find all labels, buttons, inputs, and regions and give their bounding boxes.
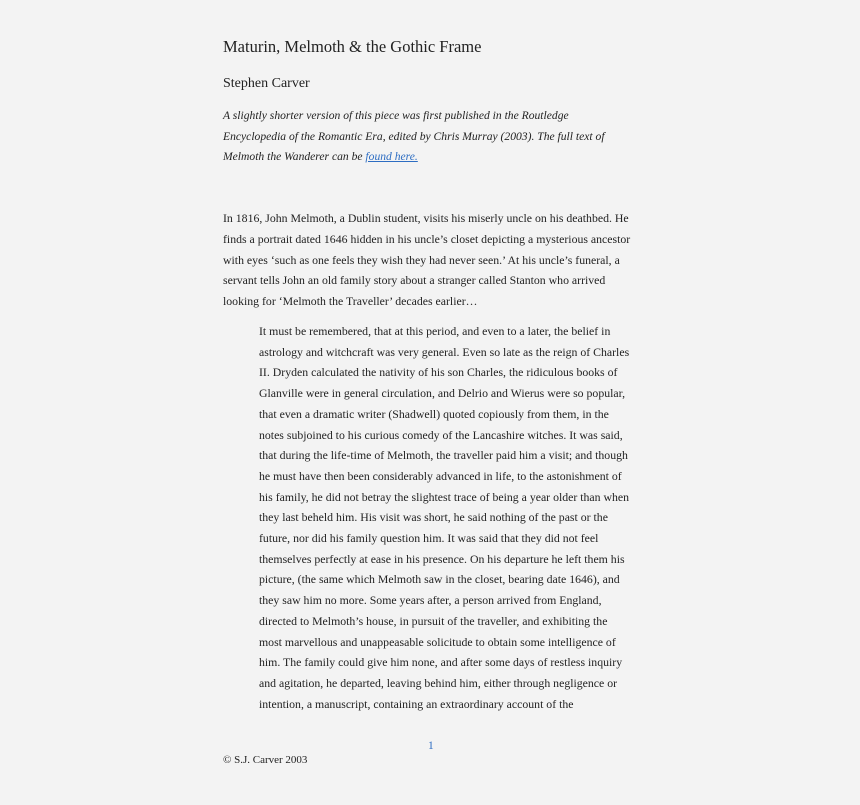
paragraph-line: In 1816, John Melmoth, a Dublin student, visits his miserly uncle on his deathbed. He (223, 211, 629, 225)
publication-note (223, 106, 643, 168)
quote-line: II. Dryden calculated the nativity of his son Charles, the ridiculous books of (259, 365, 618, 380)
quote-line: him. The family could give him none, and after some days of restless inquiry (259, 655, 623, 670)
quote-line: astrology and witchcraft was very general. Even so late as the reign of Charles (259, 344, 630, 359)
note-line-prefix: Melmoth the Wanderer can be (223, 150, 366, 163)
paragraph-line: servant tells John an old family story about a stranger called Stanton who arrived (223, 273, 606, 288)
quote-line: Glanville were in general circulation, and Delrio and Wierus were so popular, (259, 386, 626, 401)
quote-line: they saw him no more. Some years after, a person arrived from England, (259, 593, 602, 608)
quote-line: future, nor did his family question him. It was said that they did not feel (259, 531, 599, 546)
note-line-last (223, 147, 643, 168)
quote-line: he must have then been considerably advanced in life, to the astonishment of (259, 468, 622, 483)
block-quote (259, 321, 659, 714)
note-line: Encyclopedia of the Romantic Era, edited by Chris Murray (2003). The full text of (223, 129, 605, 143)
found-here-link[interactable]: found here. (365, 150, 418, 163)
quote-line: that even a dramatic writer (Shadwell) quoted copiously from them, in the (259, 406, 609, 421)
quote-line: that during the life-time of Melmoth, the traveller paid him a visit; and though (259, 448, 628, 463)
page-number: 1 (428, 740, 434, 752)
intro-paragraph (223, 208, 653, 312)
paragraph-line: finds a portrait dated 1646 hidden in his uncle’s closet depicting a mysterious ancestor (223, 231, 631, 246)
quote-line: directed to Melmoth’s house, in pursuit of the traveller, and exhibiting the (259, 613, 608, 628)
quote-line: It must be remembered, that at this period, and even to a later, the belief in (259, 324, 611, 338)
quote-line: picture, (the same which Melmoth saw in the closet, bearing date 1646), and (259, 572, 620, 587)
quote-line: most marvellous and unappeasable solicitude to obtain some intelligence of (259, 634, 616, 649)
document-author: Stephen Carver (223, 76, 310, 91)
copyright-footer: © S.J. Carver 2003 (223, 754, 308, 766)
quote-line: and agitation, he departed, leaving behind him, either through negligence or (259, 675, 618, 690)
quote-line: intention, a manuscript, containing an extraordinary account of the (259, 696, 574, 711)
quote-line: notes subjoined to his curious comedy of the Lancashire witches. It was said, (259, 427, 623, 442)
document-title: Maturin, Melmoth & the Gothic Frame (223, 37, 482, 56)
quote-line: themselves perfectly at ease in his presence. On his departure he left them his (259, 551, 625, 566)
paragraph-line: with eyes ‘such as one feels they wish they had never seen.’ At his uncle’s funeral, a (223, 252, 620, 267)
quote-line: his family, he did not betray the slightest trace of being a year older than when (259, 489, 630, 504)
paragraph-line: looking for ‘Melmoth the Traveller’ decades earlier… (223, 294, 478, 309)
quote-line: they last beheld him. His visit was short, he said nothing of the past or the (259, 510, 608, 525)
note-line: A slightly shorter version of this piece was first published in the Routledge (223, 109, 569, 122)
